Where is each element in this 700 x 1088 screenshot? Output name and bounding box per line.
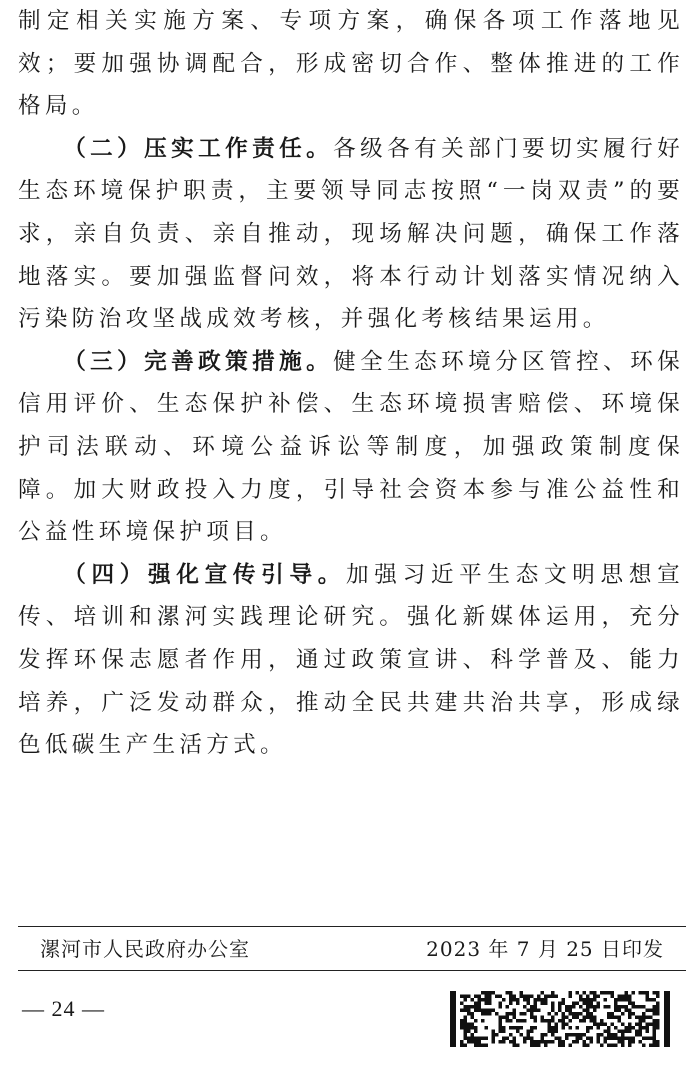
paragraph-3-text: 健全生态环境分区管控、环保信用评价、生态保护补偿、生态环境损害赔偿、环境保护司法联动、环境公益诉讼等制度，加强政策制度保障。加大财政投入力度，引导社会资本参与准公益性和公益性环境保护项目。: [18, 348, 685, 546]
paragraph-2: [18, 128, 684, 341]
paragraph-1-text: 制定相关实施方案、专项方案，确保各项工作落地见效；要加强协调配合，形成密切合作、整体推进的工作格局。: [18, 8, 684, 120]
paragraph-2-text: 各级各有关部门要切实履行好生态环境保护职责，主要领导同志按照“一岗双责”的要求，亲自负责、亲自推动，现场解决问题，确保工作落地落实。要加强监督问效，将本行动计划落实情况纳入污染防治攻坚战成效考核，并强化考核结果运用。: [18, 135, 685, 333]
page-number: — 24 —: [22, 996, 105, 1021]
paragraph-2-heading: （二）压实工作责任。: [63, 135, 334, 162]
paragraph-3: [18, 341, 684, 554]
footer-imprint: [22, 934, 664, 964]
document-body: [18, 0, 684, 767]
paragraph-4-text: 加强习近平生态文明思想宣传、培训和漯河实践理论研究。强化新媒体运用，充分发挥环保志愿者作用，通过政策宣讲、科学普及、能力培养，广泛发动群众，推动全民共建共治共享，形成绿色低碳生产生活方式。: [18, 561, 685, 759]
paragraph-4: [18, 554, 684, 767]
qr-barcode-icon: [450, 991, 670, 1047]
paragraph-4-heading: （四）强化宣传引导。: [63, 561, 347, 588]
footer-top-rule: [18, 926, 686, 927]
paragraph-1: [18, 0, 684, 128]
footer-bottom-rule: [18, 970, 686, 971]
issue-date: 2023 年 7 月 25 日印发: [426, 937, 664, 961]
paragraph-3-heading: （三）完善政策措施。: [63, 348, 334, 375]
issuer-name: 漯河市人民政府办公室: [40, 937, 250, 961]
